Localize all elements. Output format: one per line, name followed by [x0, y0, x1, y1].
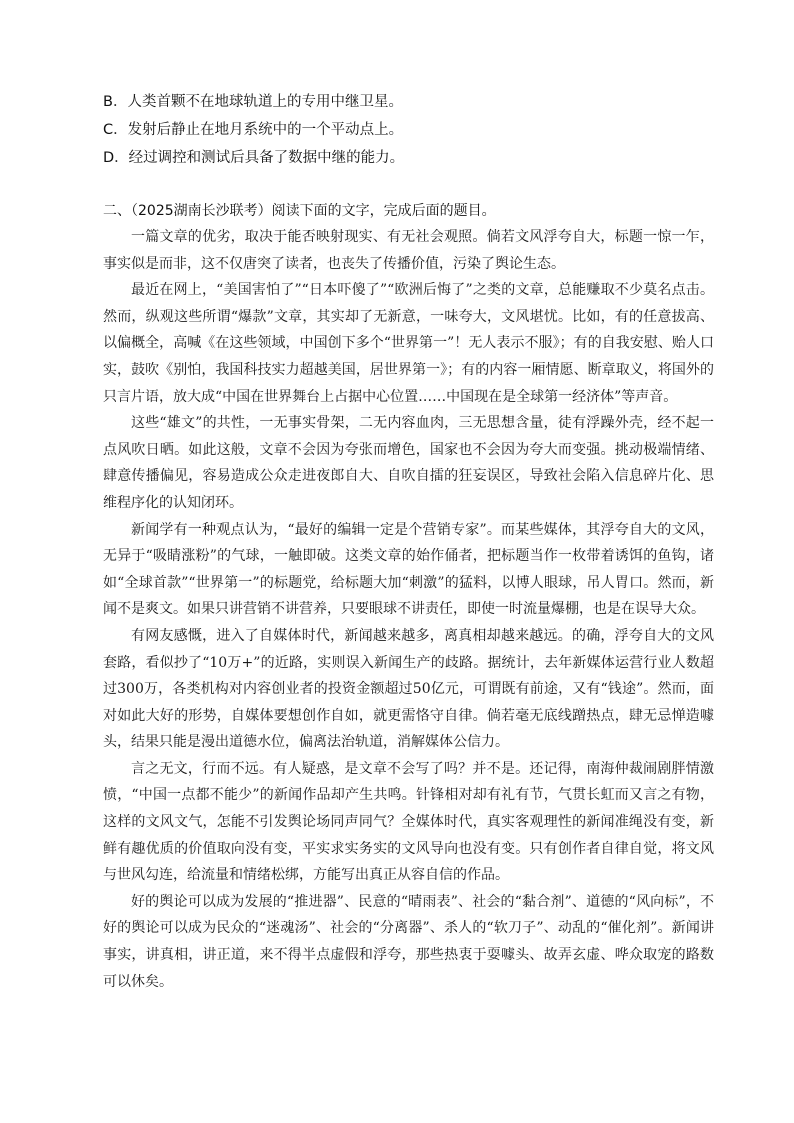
paragraph: 最近在网上，“美国害怕了”“日本吓傻了”“欧洲后悔了”之类的文章，总能赚取不少莫名点击。然而，纵观这些所谓“爆款”文章，其实却了无新意，一味夸大，文风堪忧。比如，有的任意拔高、以偏概全，高喊《在这些领域，中国创下多个“世界第一”！无人表示不服》；有的自我安慰、贻人口实，鼓吹《别怕，我国科技实力超越美国，居世界第一》；有的内容一厢情愿、断章取义，将国外的只言片语，放大成“中国在世界舞台上占据中心位置……中国现在是全球第一经济体”等声音。	[103, 282, 714, 405]
reading-passage	[103, 224, 714, 995]
option-b: B．人类首颗不在地球轨道上的专用中继卫星。	[103, 94, 403, 110]
option-d: D．经过调控和测试后具备了数据中继的能力。	[103, 150, 405, 166]
section-title: 二、（2025湖南长沙联考）阅读下面的文字，完成后面的题目。	[103, 203, 496, 219]
option-c: C．发射后静止在地月系统中的一个平动点上。	[103, 122, 404, 138]
paragraph: 这些“雄文”的共性，一无事实骨架，二无内容血肉，三无思想含量，徒有浮躁外壳，经不起一点风吹日晒。如此这般，文章不会因为夸张而增色，国家也不会因为夸大而变强。挑动极端情绪、肆意传播偏见，容易造成公众走进夜郎自大、自吹自擂的狂妄误区，导致社会陷入信息碎片化、思维程序化的认知闭环。	[103, 415, 714, 511]
paragraph: 新闻学有一种观点认为，“最好的编辑一定是个营销专家”。而某些媒体，其浮夸自大的文风，无异于“吸睛涨粉”的气球，一触即破。这类文章的始作俑者，把标题当作一枚带着诱饵的鱼钩，诸如“全球首款”“世界第一”的标题党，给标题大加“刺激”的猛料，以博人眼球，吊人胃口。然而，新闻不是爽文。如果只讲营销不讲营养，只要眼球不讲责任，即使一时流量爆棚，也是在误导大众。	[103, 521, 714, 618]
paragraph: 有网友感慨，进入了自媒体时代，新闻越来越多，离真相却越来越远。的确，浮夸自大的文风套路，看似抄了“10万+”的近路，实则误入新闻生产的歧路。据统计，去年新媒体运营行业人数超过300万，各类机构对内容创业者的投资金额超过50亿元，可谓既有前途，又有“钱途”。然而，面对如此大好的形势，自媒体要想创作自如，就更需恪守自律。倘若毫无底线蹭热点，肆无忌惮造噱头，结果只能是漫出道德水位，偏离法治轨道，消解媒体公信力。	[103, 627, 714, 751]
paragraph: 好的舆论可以成为发展的“推进器”、民意的“晴雨表”、社会的“黏合剂”、道德的“风向标”，不好的舆论可以成为民众的“迷魂汤”、社会的“分离器”、杀人的“软刀子”、动乱的“催化剂”。新闻讲事实，讲真相，讲正道，来不得半点虚假和浮夸，那些热衷于耍噱头、故弄玄虚、哗众取宠的路数可以休矣。	[103, 893, 714, 990]
answer-options	[103, 88, 723, 172]
paragraph: 一篇文章的优劣，取决于能否映射现实、有无社会观照。倘若文风浮夸自大，标题一惊一乍，事实似是而非，这不仅唐突了读者，也丧失了传播价值，污染了舆论生态。	[103, 229, 714, 272]
paragraph: 言之无文，行而不远。有人疑惑，是文章不会写了吗？并不是。还记得，南海仲裁闹剧胖情激愤，“中国一点都不能少”的新闻作品却产生共鸣。针锋相对却有礼有节，气贯长虹而又言之有物，这样的文风文气，怎能不引发舆论场同声同气？全媒体时代，真实客观理性的新闻准绳没有变，新鲜有趣优质的价值取向没有变，平实求实务实的文风导向也没有变。只有创作者自律自觉，将文风与世风勾连，给流量和情绪松绑，方能写出真正从容自信的作品。	[103, 760, 714, 884]
